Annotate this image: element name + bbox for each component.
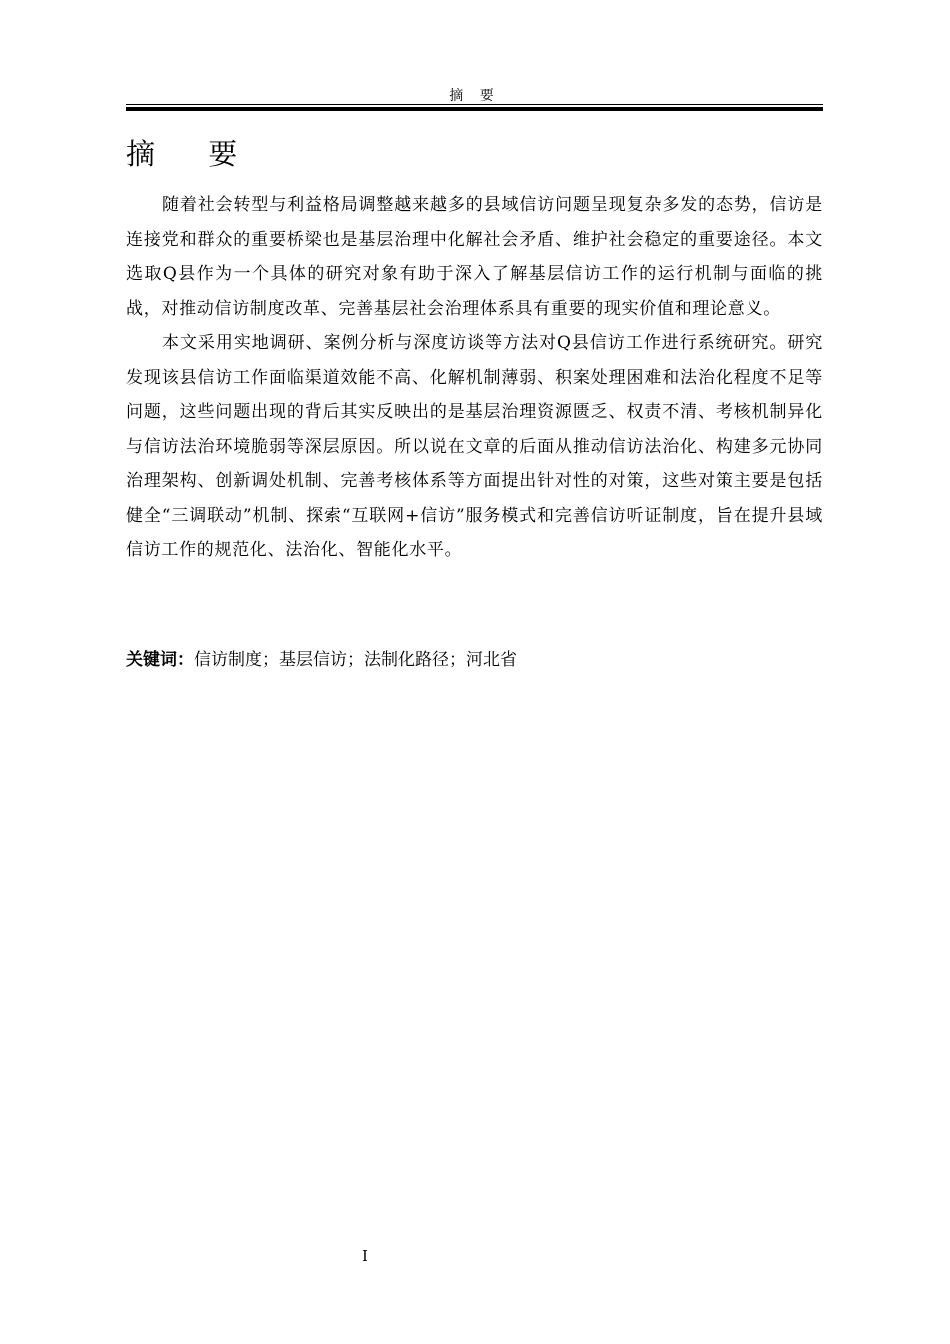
keywords-line <box>126 647 823 673</box>
abstract-paragraph-1: 随着社会转型与利益格局调整越来越多的县域信访问题呈现复杂多发的态势，信访是连接党和群众的重要桥梁也是基层治理中化解社会矛盾、维护社会稳定的重要途径。本文选取Q县作为一个具体的研究对象有助于深入了解基层信访工作的运行机制与面临的挑战，对推动信访制度改革、完善基层社会治理体系具有重要的现实价值和理论意义。 <box>126 195 823 319</box>
keywords-label: 关键词： <box>126 650 194 670</box>
section-title: 摘 要 <box>126 137 260 171</box>
header-rule-thin <box>126 104 823 105</box>
abstract-body <box>126 188 823 568</box>
running-header: 摘 要 <box>449 88 500 104</box>
page-number: I <box>362 1247 368 1265</box>
keywords-value: 信访制度；基层信访；法制化路径；河北省 <box>194 650 517 670</box>
abstract-paragraph-2: 本文采用实地调研、案例分析与深度访谈等方法对Q县信访工作进行系统研究。研究发现该县信访工作面临渠道效能不高、化解机制薄弱、积案处理困难和法治化程度不足等问题，这些问题出现的背后其实反映出的是基层治理资源匮乏、权责不清、考核机制异化与信访法治环境脆弱等深层原因。所以说在文章的后面从推动信访法治化、构建多元协同治理架构、创新调处机制、完善考核体系等方面提出针对性的对策，这些对策主要是包括健全“三调联动”机制、探索“互联网+信访”服务模式和完善信访听证制度，旨在提升县域信访工作的规范化、法治化、智能化水平。 <box>126 333 823 560</box>
header-rule-thick <box>126 107 823 111</box>
